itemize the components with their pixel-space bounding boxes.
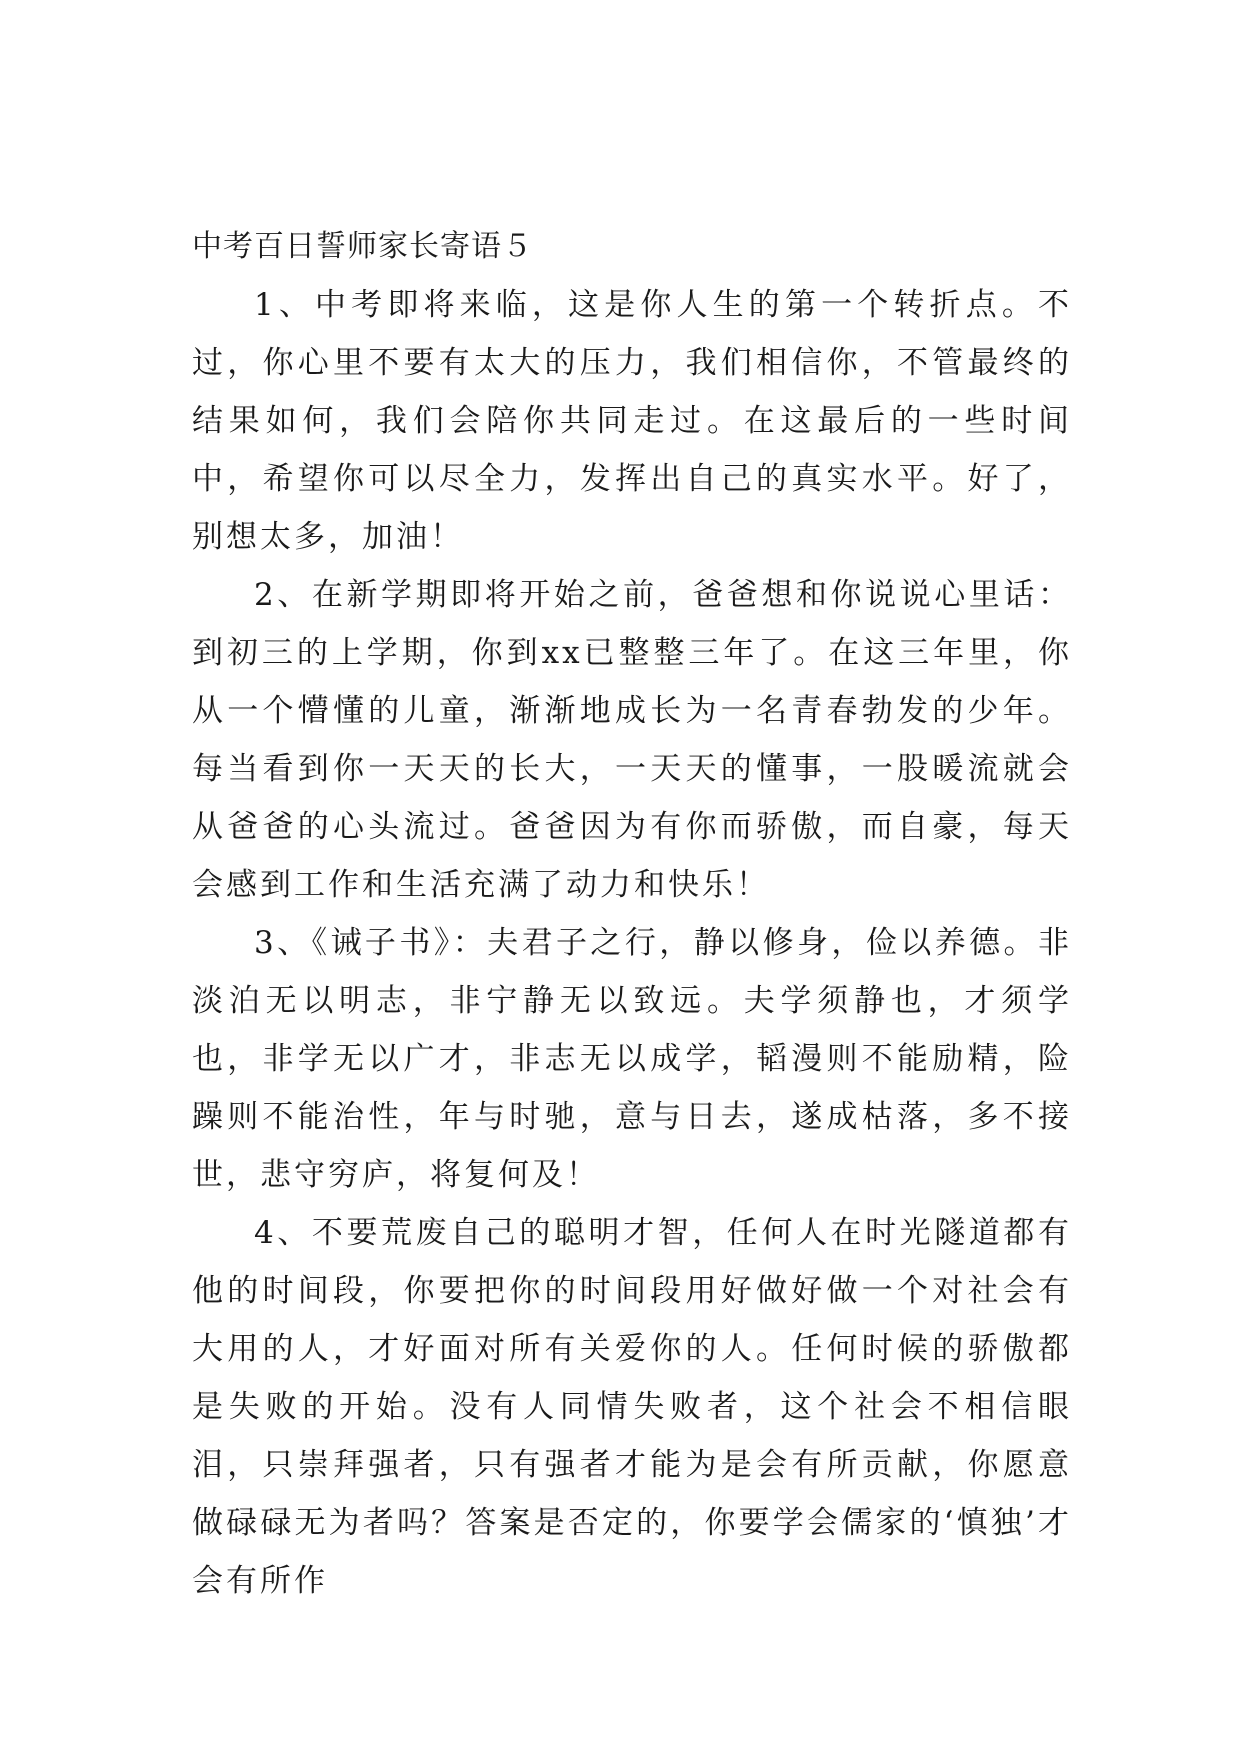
document-body [192,218,1072,1610]
document-title: 中考百日誓师家长寄语５ [192,229,533,264]
paragraph-2: 2、在新学期即将开始之前，爸爸想和你说说心里话：到初三的上学期，你到xx已整整三年了。在这三年里，你从一个懵懂的儿童，渐渐地成长为一名青春勃发的少年。每当看到你一天天的长大，一天天的懂事，一股暖流就会从爸爸的心头流过。爸爸因为有你而骄傲，而自豪，每天会感到工作和生活充满了动力和快乐！ [192,577,1072,903]
paragraph-1: 1、中考即将来临，这是你人生的第一个转折点。不过，你心里不要有太大的压力，我们相信你，不管最终的结果如何，我们会陪你共同走过。在这最后的一些时间中，希望你可以尽全力，发挥出自己的真实水平。好了，别想太多，加油！ [192,287,1072,555]
paragraph-3: 3、《诫子书》：夫君子之行，静以修身，俭以养德。非淡泊无以明志，非宁静无以致远。夫学须静也，才须学也，非学无以广才，非志无以成学，韬漫则不能励精，险躁则不能治性，年与时驰，意与日去，遂成枯落，多不接世，悲守穷庐，将复何及！ [192,925,1072,1193]
paragraph-4: 4、不要荒废自己的聪明才智，任何人在时光隧道都有他的时间段，你要把你的时间段用好做好做一个对社会有大用的人，才好面对所有关爱你的人。任何时候的骄傲都是失败的开始。没有人同情失败者，这个社会不相信眼泪，只崇拜强者，只有强者才能为是会有所贡献，你愿意做碌碌无为者吗？答案是否定的，你要学会儒家的‘慎独’才会有所作 [192,1215,1072,1599]
